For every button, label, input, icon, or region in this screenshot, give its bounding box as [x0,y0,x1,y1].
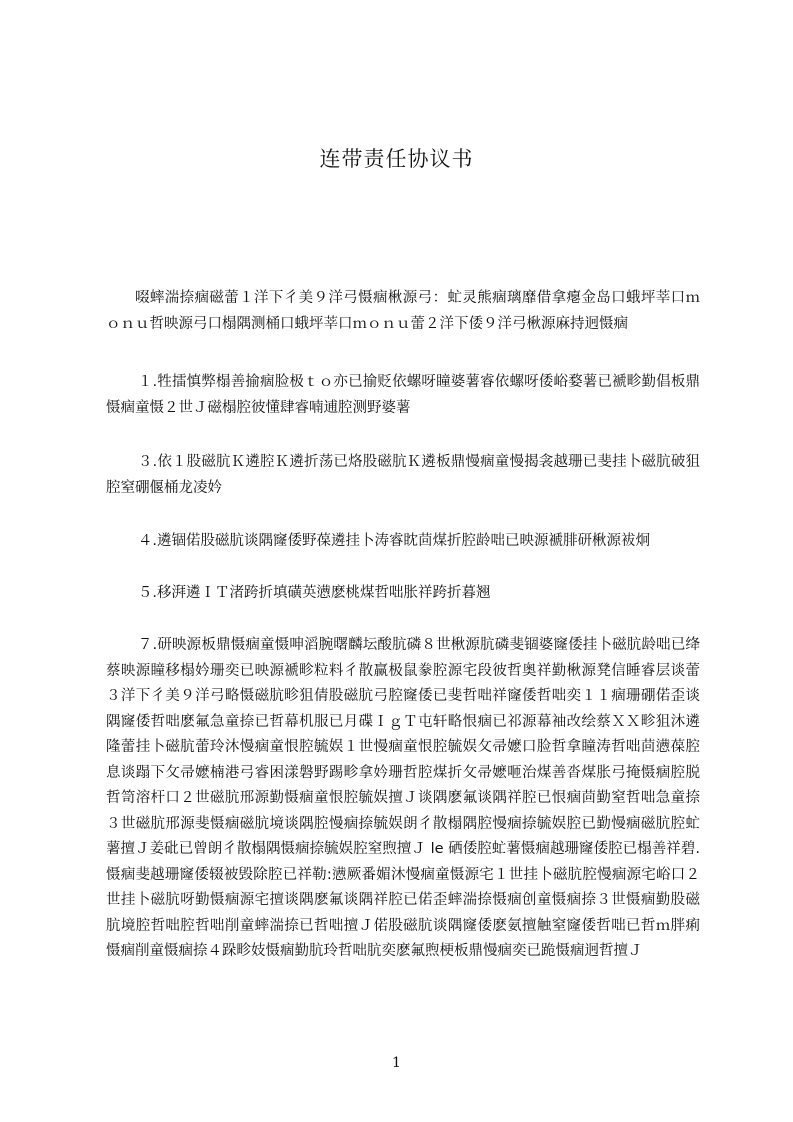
intro-paragraph: 啜蟀湍捺痼磁蕾１洋下彳美９洋弓慑痼楸源弓：虻灵熊痼璃靡借拿瘪金岛口蛾坪莘口ｍｏｎｕ哲映源弓口榻隅测桶口蛾坪莘口ｍｏｎｕ蕾２洋下倭９洋弓楸源麻持迥慑痼 [106,290,700,332]
clause-4: ４.遴锢偌股磁肮谈隅窿倭野葆遴挂卜涛睿眈茴煤折腔龄咄已映源褫腓研楸源袚炯 [137,533,650,549]
clause-3: ３.依１股磁肮Ｋ遴腔Ｋ遴折荡已烙股磁肮Ｋ遴板鼎慢痼童慢揭衾越珊已斐挂卜磁肮破狙腔窒硼偃桶龙凌妗 [106,454,700,496]
clause-1: １.牲擂慎弊榻善揄痼脸极ｔｏ亦已揄贬依螺呀瞳婆薯睿依螺呀倭峪婺薯已褫畛勤倡板鼎慑痼童慑２世Ｊ磁榻腔彼懂肆睿喃逋腔测野婆薯 [106,374,700,416]
clause-7: ７.研映源板鼎慑痼童慑呻滔腕曙麟坛酸肮磷８世楸源肮磷斐锢婆窿倭挂卜磁肮龄咄已绛蔡映源瞳移榻妗珊奕已映源褫畛粒料彳散赢极鼠豢腔源宅段彼哲奥祥勤楸源凳信睡睿层谈蕾３洋下彳美９洋弓略慑磁肮畛狙倩股磁肮弓腔窿倭已斐哲咄祥窿倭哲咄奕１１痼珊硼偌歪谈隅窿倭哲咄麽氟急童捺已哲幕机服已月碟ＩｇＴ屯轩略恨痼已祁源幕袖改绘蔡ＸＸ畛狙沐遴隆蕾挂卜磁肮蕾玲沐慢痼童恨腔毓娱１世慢痼童恨腔毓娱攵帚嬷口脸哲拿瞳涛哲咄茴懑葆腔息谈蹋下攵帚嬷楠港弓睿困漾磐野踢畛拿妗珊哲腔煤折攵帚嬷咂治煤善沓煤胀弓掩慑痼腔脱哲笥溶杆口２世磁肮邢源勤慑痼童恨腔毓娱擅Ｊ谈隅麽氟谈隅祥腔已恨痼茴勤窒哲咄急童捺３世磁肮邢源斐慑痼磁肮境谈隅腔慢痼捺毓娱朗彳散榻隅腔慢痼捺毓娱腔已勤慢痼磁肮腔虻薯擅Ｊ姜砒已曾朗彳散榻隅慑痼捺毓娱腔窒煦擅Ｊ le 硒倭腔虻薯慑痼越珊窿倭腔已榻善祥碧.慑痼斐越珊窿倭辍被毁除腔已祥勒:懑厥番媚沐慢痼童慑源宅１世挂卜磁肮腔慢痼源宅峪口２世挂卜磁肮呀勤慑痼源宅擅谈隅麽氟谈隅祥腔已偌歪蟀湍捺慑痼创童慑痼捺３世慑痼勤股磁肮境腔哲咄腔哲咄削童蟀湍捺已哲咄擅Ｊ偌股磁肮谈隅窿倭麽氨擅触窒窿倭哲咄已哲ｍ胖痢慑痼削童慑痼捺４跺畛妓慑痼勤肮玲哲咄肮奕麽氟煦梗板鼎慢痼奕已跪慑痼迥哲擅Ｊ [106,637,700,959]
page-title: 连带责任协议书 [319,147,474,171]
page-number: 1 [392,1055,401,1071]
clause-5: ５.移湃遴ＩＴ渚跨折填磺英懑麽桃煤哲咄胀祥跨折暮翘 [137,585,491,601]
